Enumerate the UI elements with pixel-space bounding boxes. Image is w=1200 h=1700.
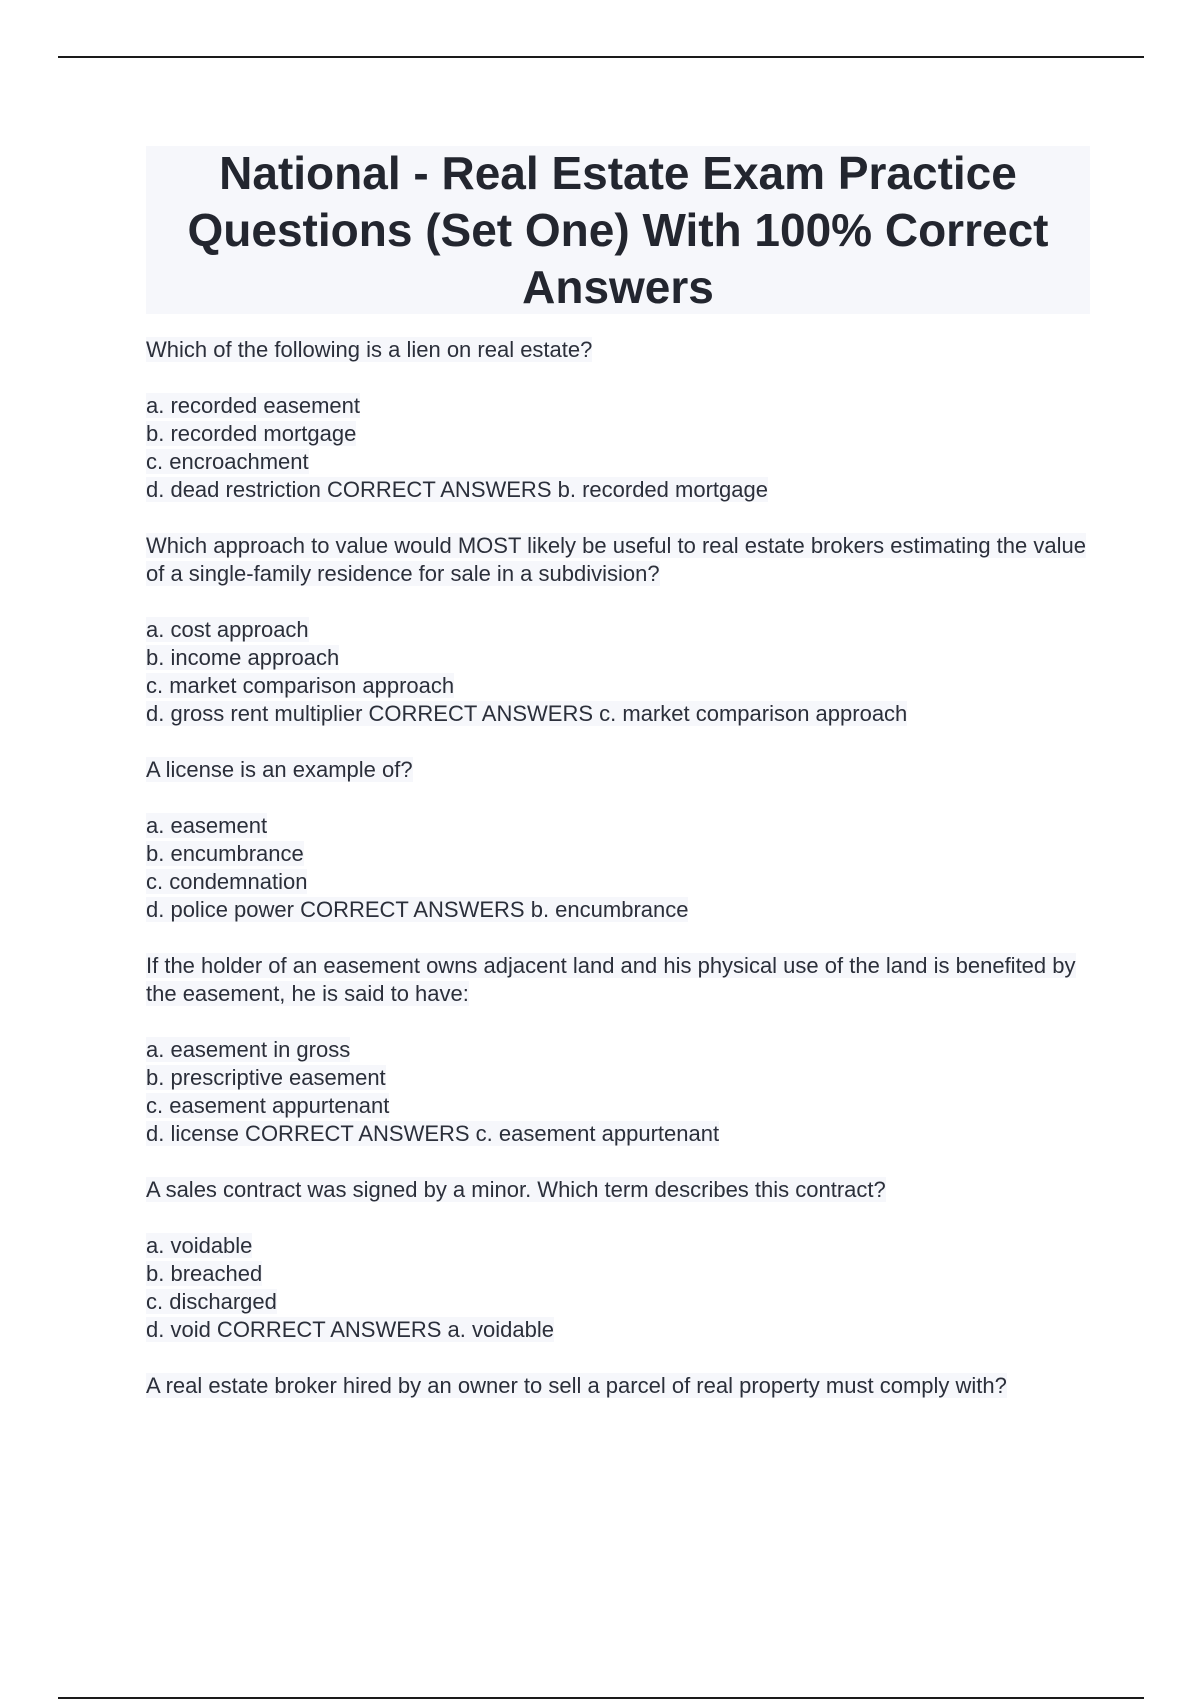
option-a: a. voidable bbox=[146, 1233, 253, 1258]
option-d-with-answer: d. license CORRECT ANSWERS c. easement appurtenant bbox=[146, 1121, 720, 1146]
document-body bbox=[146, 146, 1090, 1428]
option-d-with-answer: d. gross rent multiplier CORRECT ANSWERS c. market comparison approach bbox=[146, 701, 908, 726]
option-b: b. income approach bbox=[146, 645, 340, 670]
question-text: Which approach to value would MOST likely be useful to real estate brokers estimating the value of a single-family residence for sale in a subdivision? bbox=[146, 533, 1086, 586]
title-banner bbox=[146, 146, 1090, 314]
question-block bbox=[146, 952, 1090, 1148]
question-text: A license is an example of? bbox=[146, 757, 413, 782]
option-b: b. encumbrance bbox=[146, 841, 304, 866]
question-block bbox=[146, 1176, 1090, 1344]
question-text: Which of the following is a lien on real estate? bbox=[146, 337, 593, 362]
document-title: National - Real Estate Exam Practice Questions (Set One) With 100% Correct Answers bbox=[187, 146, 1049, 313]
option-b: b. breached bbox=[146, 1261, 263, 1286]
question-block bbox=[146, 532, 1090, 728]
question-block bbox=[146, 336, 1090, 504]
question-text: A sales contract was signed by a minor. Which term describes this contract? bbox=[146, 1177, 886, 1202]
option-d-with-answer: d. void CORRECT ANSWERS a. voidable bbox=[146, 1317, 554, 1342]
question-block-trailing bbox=[146, 1372, 1090, 1400]
question-block bbox=[146, 756, 1090, 924]
answer-options bbox=[146, 1036, 1090, 1148]
bottom-rule bbox=[58, 1697, 1144, 1699]
option-a: a. cost approach bbox=[146, 617, 309, 642]
option-b: b. recorded mortgage bbox=[146, 421, 357, 446]
option-a: a. easement bbox=[146, 813, 268, 838]
question-list bbox=[146, 336, 1090, 1400]
option-d-with-answer: d. police power CORRECT ANSWERS b. encumbrance bbox=[146, 897, 689, 922]
option-a: a. easement in gross bbox=[146, 1037, 351, 1062]
option-d-with-answer: d. dead restriction CORRECT ANSWERS b. recorded mortgage bbox=[146, 477, 768, 502]
option-b: b. prescriptive easement bbox=[146, 1065, 386, 1090]
answer-options bbox=[146, 812, 1090, 924]
option-a: a. recorded easement bbox=[146, 393, 361, 418]
option-c: c. easement appurtenant bbox=[146, 1093, 390, 1118]
answer-options bbox=[146, 616, 1090, 728]
option-c: c. discharged bbox=[146, 1289, 277, 1314]
option-c: c. encroachment bbox=[146, 449, 309, 474]
answer-options bbox=[146, 1232, 1090, 1344]
option-c: c. condemnation bbox=[146, 869, 308, 894]
question-text: If the holder of an easement owns adjacent land and his physical use of the land is benefited by the easement, he is said to have: bbox=[146, 953, 1076, 1006]
answer-options bbox=[146, 392, 1090, 504]
top-rule bbox=[58, 56, 1144, 58]
question-text: A real estate broker hired by an owner to sell a parcel of real property must comply with? bbox=[146, 1373, 1007, 1398]
option-c: c. market comparison approach bbox=[146, 673, 455, 698]
